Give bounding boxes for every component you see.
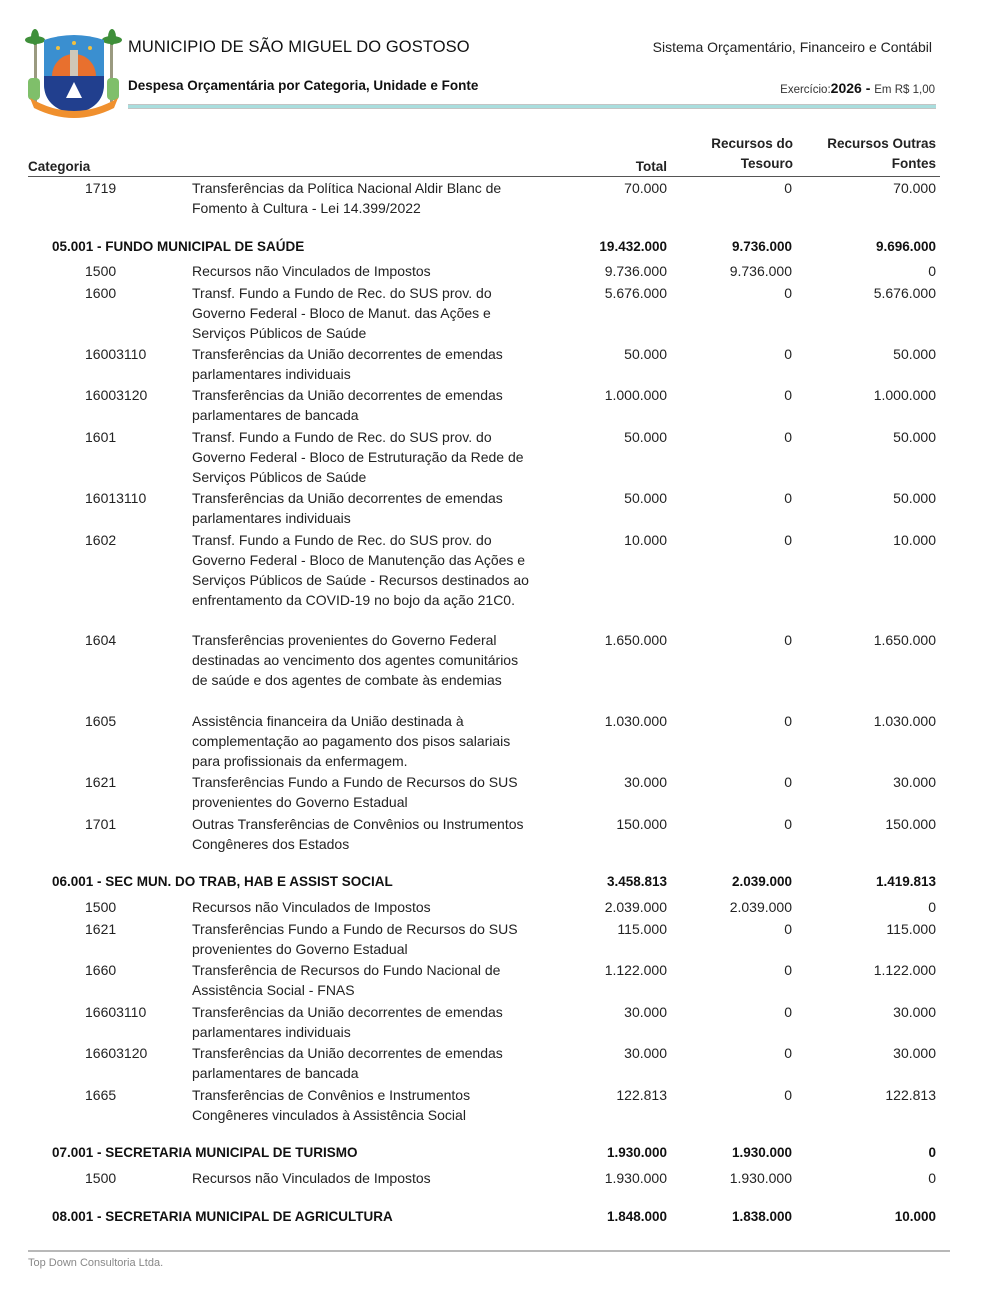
currency-note: Em R$ 1,00 bbox=[874, 84, 935, 96]
outras-value: 122.813 bbox=[885, 1087, 936, 1103]
tesouro-value: 0 bbox=[784, 774, 792, 790]
footer-divider bbox=[28, 1250, 950, 1252]
tesouro-value: 0 bbox=[784, 490, 792, 506]
source-code: 1500 bbox=[85, 1170, 117, 1186]
total-value: 3.458.813 bbox=[606, 874, 667, 889]
total-value: 30.000 bbox=[624, 774, 667, 790]
coat-of-arms-logo bbox=[24, 28, 124, 120]
exercise-info bbox=[780, 80, 935, 96]
source-description: Transferências da União decorrentes de emendas parlamentares de bancada bbox=[192, 1045, 503, 1081]
header-divider bbox=[128, 104, 936, 109]
tesouro-value: 1.838.000 bbox=[731, 1209, 792, 1224]
source-code: 1660 bbox=[85, 962, 117, 978]
outras-value: 50.000 bbox=[893, 429, 936, 445]
municipality-name: MUNICIPIO DE SÃO MIGUEL DO GOSTOSO bbox=[128, 38, 470, 56]
tesouro-value: 0 bbox=[784, 285, 792, 301]
outras-value: 1.650.000 bbox=[873, 632, 936, 648]
outras-value: 150.000 bbox=[885, 816, 936, 832]
source-code: 1500 bbox=[85, 899, 117, 915]
total-value: 1.650.000 bbox=[604, 632, 667, 648]
source-code: 16603110 bbox=[85, 1004, 147, 1020]
total-value: 30.000 bbox=[624, 1004, 667, 1020]
source-description: Assistência financeira da União destinada à complementação ao pagamento dos pisos salariais para profissionais da enfermagem. bbox=[192, 713, 511, 769]
source-code: 1621 bbox=[85, 774, 117, 790]
unit-title: 07.001 - SECRETARIA MUNICIPAL DE TURISMO bbox=[52, 1145, 358, 1160]
source-description: Recursos não Vinculados de Impostos bbox=[192, 263, 431, 279]
source-code: 1665 bbox=[85, 1087, 117, 1103]
source-description: Outras Transferências de Convênios ou Instrumentos Congêneres dos Estados bbox=[192, 816, 524, 852]
outras-value: 9.696.000 bbox=[875, 239, 936, 254]
source-description: Transferência de Recursos do Fundo Nacional de Assistência Social - FNAS bbox=[192, 962, 501, 998]
outras-value: 0 bbox=[928, 1145, 936, 1160]
total-value: 1.122.000 bbox=[604, 962, 667, 978]
total-value: 50.000 bbox=[624, 346, 667, 362]
source-code: 1602 bbox=[85, 532, 117, 548]
total-value: 5.676.000 bbox=[604, 285, 667, 301]
total-value: 19.432.000 bbox=[599, 239, 667, 254]
total-value: 122.813 bbox=[616, 1087, 667, 1103]
source-description: Transferências Fundo a Fundo de Recursos do SUS provenientes do Governo Estadual bbox=[192, 921, 518, 957]
outras-value: 50.000 bbox=[893, 346, 936, 362]
unit-title: 08.001 - SECRETARIA MUNICIPAL DE AGRICULTURA bbox=[52, 1209, 393, 1224]
outras-value: 1.419.813 bbox=[875, 874, 936, 889]
total-value: 2.039.000 bbox=[604, 899, 667, 915]
outras-value: 0 bbox=[928, 1170, 936, 1186]
outras-value: 30.000 bbox=[893, 1045, 936, 1061]
source-description: Transferências da União decorrentes de emendas parlamentares individuais bbox=[192, 1004, 503, 1040]
column-header-total: Total bbox=[635, 159, 667, 174]
outras-value: 0 bbox=[928, 899, 936, 915]
exercise-separator: - bbox=[861, 80, 875, 96]
tesouro-value: 2.039.000 bbox=[731, 874, 792, 889]
source-description: Transferências da União decorrentes de emendas parlamentares de bancada bbox=[192, 387, 503, 423]
source-code: 1601 bbox=[85, 429, 117, 445]
tesouro-value: 0 bbox=[784, 816, 792, 832]
source-description: Transf. Fundo a Fundo de Rec. do SUS prov. do Governo Federal - Bloco de Manutenção das Ações e Serviços Públicos de Saúde - Recursos destinados ao enfrentamento da COVID-19 no bojo da ação 21C0. bbox=[192, 532, 529, 608]
source-description: Transferências Fundo a Fundo de Recursos do SUS provenientes do Governo Estadual bbox=[192, 774, 518, 810]
tesouro-value: 0 bbox=[784, 1087, 792, 1103]
tesouro-value: 0 bbox=[784, 1045, 792, 1061]
tesouro-value: 1.930.000 bbox=[729, 1170, 792, 1186]
exercise-year: 2026 bbox=[830, 80, 862, 96]
exercise-label: Exercício: bbox=[780, 84, 831, 96]
total-value: 30.000 bbox=[624, 1045, 667, 1061]
outras-value: 5.676.000 bbox=[873, 285, 936, 301]
tesouro-value: 0 bbox=[784, 713, 792, 729]
source-description: Transf. Fundo a Fundo de Rec. do SUS prov. do Governo Federal - Bloco de Estruturação da Rede de Serviços Públicos de Saúde bbox=[192, 429, 524, 485]
tesouro-value: 9.736.000 bbox=[731, 239, 792, 254]
source-code: 1719 bbox=[85, 180, 117, 196]
outras-value: 30.000 bbox=[893, 774, 936, 790]
source-code: 1605 bbox=[85, 713, 117, 729]
tesouro-value: 0 bbox=[784, 962, 792, 978]
tesouro-value: 9.736.000 bbox=[729, 263, 792, 279]
tesouro-value: 0 bbox=[784, 429, 792, 445]
outras-value: 115.000 bbox=[886, 921, 936, 937]
total-value: 50.000 bbox=[624, 429, 667, 445]
outras-value: 70.000 bbox=[893, 180, 936, 196]
column-header-tesouro-line1: Recursos do bbox=[711, 136, 793, 151]
total-value: 1.848.000 bbox=[606, 1209, 667, 1224]
source-description: Transf. Fundo a Fundo de Rec. do SUS prov. do Governo Federal - Bloco de Manut. das Ações e Serviços Públicos de Saúde bbox=[192, 285, 492, 341]
total-value: 1.930.000 bbox=[604, 1170, 667, 1186]
column-header-outras-line1: Recursos Outras bbox=[827, 136, 936, 151]
outras-value: 1.000.000 bbox=[873, 387, 936, 403]
total-value: 1.000.000 bbox=[604, 387, 667, 403]
total-value: 115.000 bbox=[617, 921, 667, 937]
source-code: 1604 bbox=[85, 632, 117, 648]
tesouro-value: 1.930.000 bbox=[731, 1145, 792, 1160]
source-code: 1701 bbox=[85, 816, 117, 832]
report-title: Despesa Orçamentária por Categoria, Unidade e Fonte bbox=[128, 78, 479, 93]
tesouro-value: 0 bbox=[784, 632, 792, 648]
table-header-divider bbox=[28, 176, 940, 177]
source-description: Transferências de Convênios e Instrumentos Congêneres vinculados à Assistência Social bbox=[192, 1087, 471, 1123]
source-description: Recursos não Vinculados de Impostos bbox=[192, 899, 431, 915]
column-header-tesouro-line2: Tesouro bbox=[740, 156, 793, 171]
outras-value: 10.000 bbox=[893, 532, 936, 548]
total-value: 1.930.000 bbox=[606, 1145, 667, 1160]
column-header-categoria: Categoria bbox=[28, 159, 91, 174]
total-value: 150.000 bbox=[616, 816, 667, 832]
source-code: 1600 bbox=[85, 285, 117, 301]
outras-value: 1.030.000 bbox=[873, 713, 936, 729]
outras-value: 0 bbox=[928, 263, 936, 279]
system-name: Sistema Orçamentário, Financeiro e Contábil bbox=[652, 39, 932, 55]
source-code: 1621 bbox=[85, 921, 117, 937]
outras-value: 30.000 bbox=[893, 1004, 936, 1020]
outras-value: 50.000 bbox=[893, 490, 936, 506]
source-description: Transferências provenientes do Governo Federal destinadas ao vencimento dos agentes comunitários de saúde e dos agentes de combate às endemias bbox=[192, 632, 519, 688]
source-description: Recursos não Vinculados de Impostos bbox=[192, 1170, 431, 1186]
source-code: 16003110 bbox=[85, 346, 147, 362]
tesouro-value: 0 bbox=[784, 1004, 792, 1020]
source-description: Transferências da União decorrentes de emendas parlamentares individuais bbox=[192, 490, 503, 526]
total-value: 9.736.000 bbox=[604, 263, 667, 279]
tesouro-value: 0 bbox=[784, 180, 792, 196]
column-header-outras-line2: Fontes bbox=[891, 156, 936, 171]
tesouro-value: 0 bbox=[784, 532, 792, 548]
tesouro-value: 0 bbox=[784, 921, 792, 937]
source-description: Transferências da União decorrentes de emendas parlamentares individuais bbox=[192, 346, 503, 382]
total-value: 70.000 bbox=[624, 180, 667, 196]
total-value: 1.030.000 bbox=[604, 713, 667, 729]
source-code: 16603120 bbox=[85, 1045, 148, 1061]
source-code: 1500 bbox=[85, 263, 117, 279]
unit-title: 06.001 - SEC MUN. DO TRAB, HAB E ASSIST SOCIAL bbox=[52, 874, 393, 889]
outras-value: 10.000 bbox=[894, 1209, 936, 1224]
tesouro-value: 0 bbox=[784, 346, 792, 362]
total-value: 50.000 bbox=[624, 490, 667, 506]
total-value: 10.000 bbox=[624, 532, 667, 548]
tesouro-value: 2.039.000 bbox=[729, 899, 792, 915]
coat-of-arms-icon bbox=[24, 28, 124, 120]
unit-title: 05.001 - FUNDO MUNICIPAL DE SAÚDE bbox=[52, 239, 305, 254]
tesouro-value: 0 bbox=[784, 387, 792, 403]
outras-value: 1.122.000 bbox=[873, 962, 936, 978]
source-code: 16013110 bbox=[85, 490, 147, 506]
source-code: 16003120 bbox=[85, 387, 148, 403]
source-description: Transferências da Política Nacional Aldir Blanc de Fomento à Cultura - Lei 14.399/2022 bbox=[192, 180, 502, 216]
footer-company: Top Down Consultoria Ltda. bbox=[28, 1257, 164, 1269]
